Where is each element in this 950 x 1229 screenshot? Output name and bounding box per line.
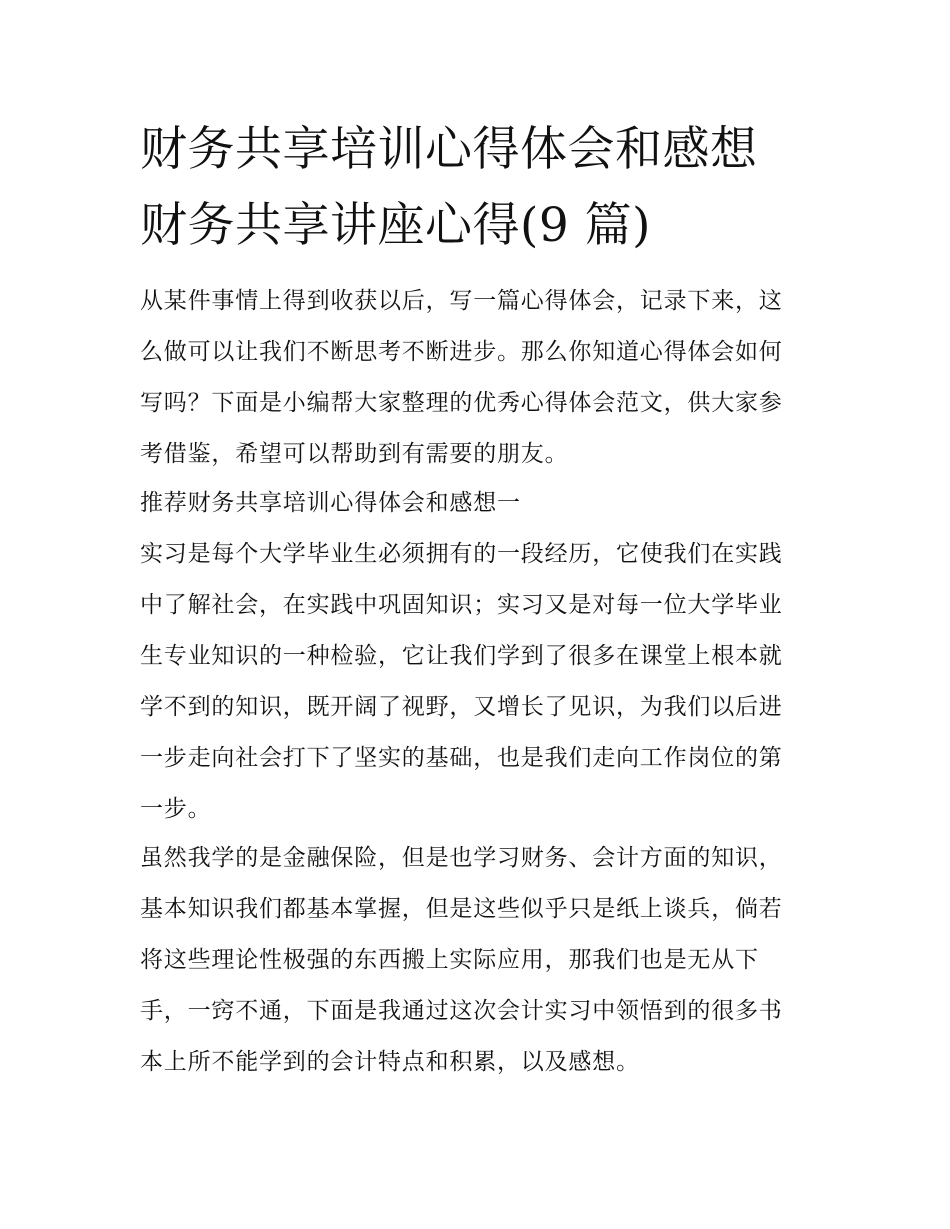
intro-line: 从某件事情上得到收获以后，写一篇心得体会，记录下来，这 [140,288,783,314]
body-paragraph-2 [140,833,820,1088]
title-line-2: 财务共享讲座心得(9 篇) [140,198,652,253]
paragraph-line: 生专业知识的一种检验，它让我们学到了很多在课堂上根本就 [140,643,783,669]
paragraph-line: 本上所不能学到的会计特点和积累，以及感想。 [140,1049,640,1075]
paragraph-line: 一步走向社会打下了坚实的基础，也是我们走向工作岗位的第 [140,745,783,771]
paragraph-line: 将这些理论性极强的东西搬上实际应用，那我们也是无从下 [140,947,759,973]
paragraph-line: 学不到的知识，既开阔了视野，又增长了见识，为我们以后进 [140,694,783,720]
intro-paragraph [140,276,820,480]
paragraph-line: 实习是每个大学毕业生必须拥有的一段经历，它使我们在实践 [140,541,783,567]
title-line-1: 财务共享培训心得体会和感想 [140,122,758,177]
intro-line: 写吗？下面是小编帮大家整理的优秀心得体会范文，供大家参 [140,390,783,416]
document-title [140,112,830,264]
paragraph-line: 基本知识我们都基本掌握，但是这些似乎只是纸上谈兵，倘若 [140,896,783,922]
paragraph-line: 手，一窍不通，下面是我通过这次会计实习中领悟到的很多书 [140,998,783,1024]
paragraph-line: 中了解社会，在实践中巩固知识；实习又是对每一位大学毕业 [140,592,783,618]
body-paragraph-1 [140,529,820,835]
paragraph-line: 虽然我学的是金融保险，但是也学习财务、会计方面的知识， [140,845,783,871]
intro-line: 么做可以让我们不断思考不断进步。那么你知道心得体会如何 [140,339,783,365]
paragraph-line: 一步。 [140,796,212,822]
intro-line: 考借鉴，希望可以帮助到有需要的朋友。 [140,441,569,467]
section-heading: 推荐财务共享培训心得体会和感想一 [140,490,521,516]
